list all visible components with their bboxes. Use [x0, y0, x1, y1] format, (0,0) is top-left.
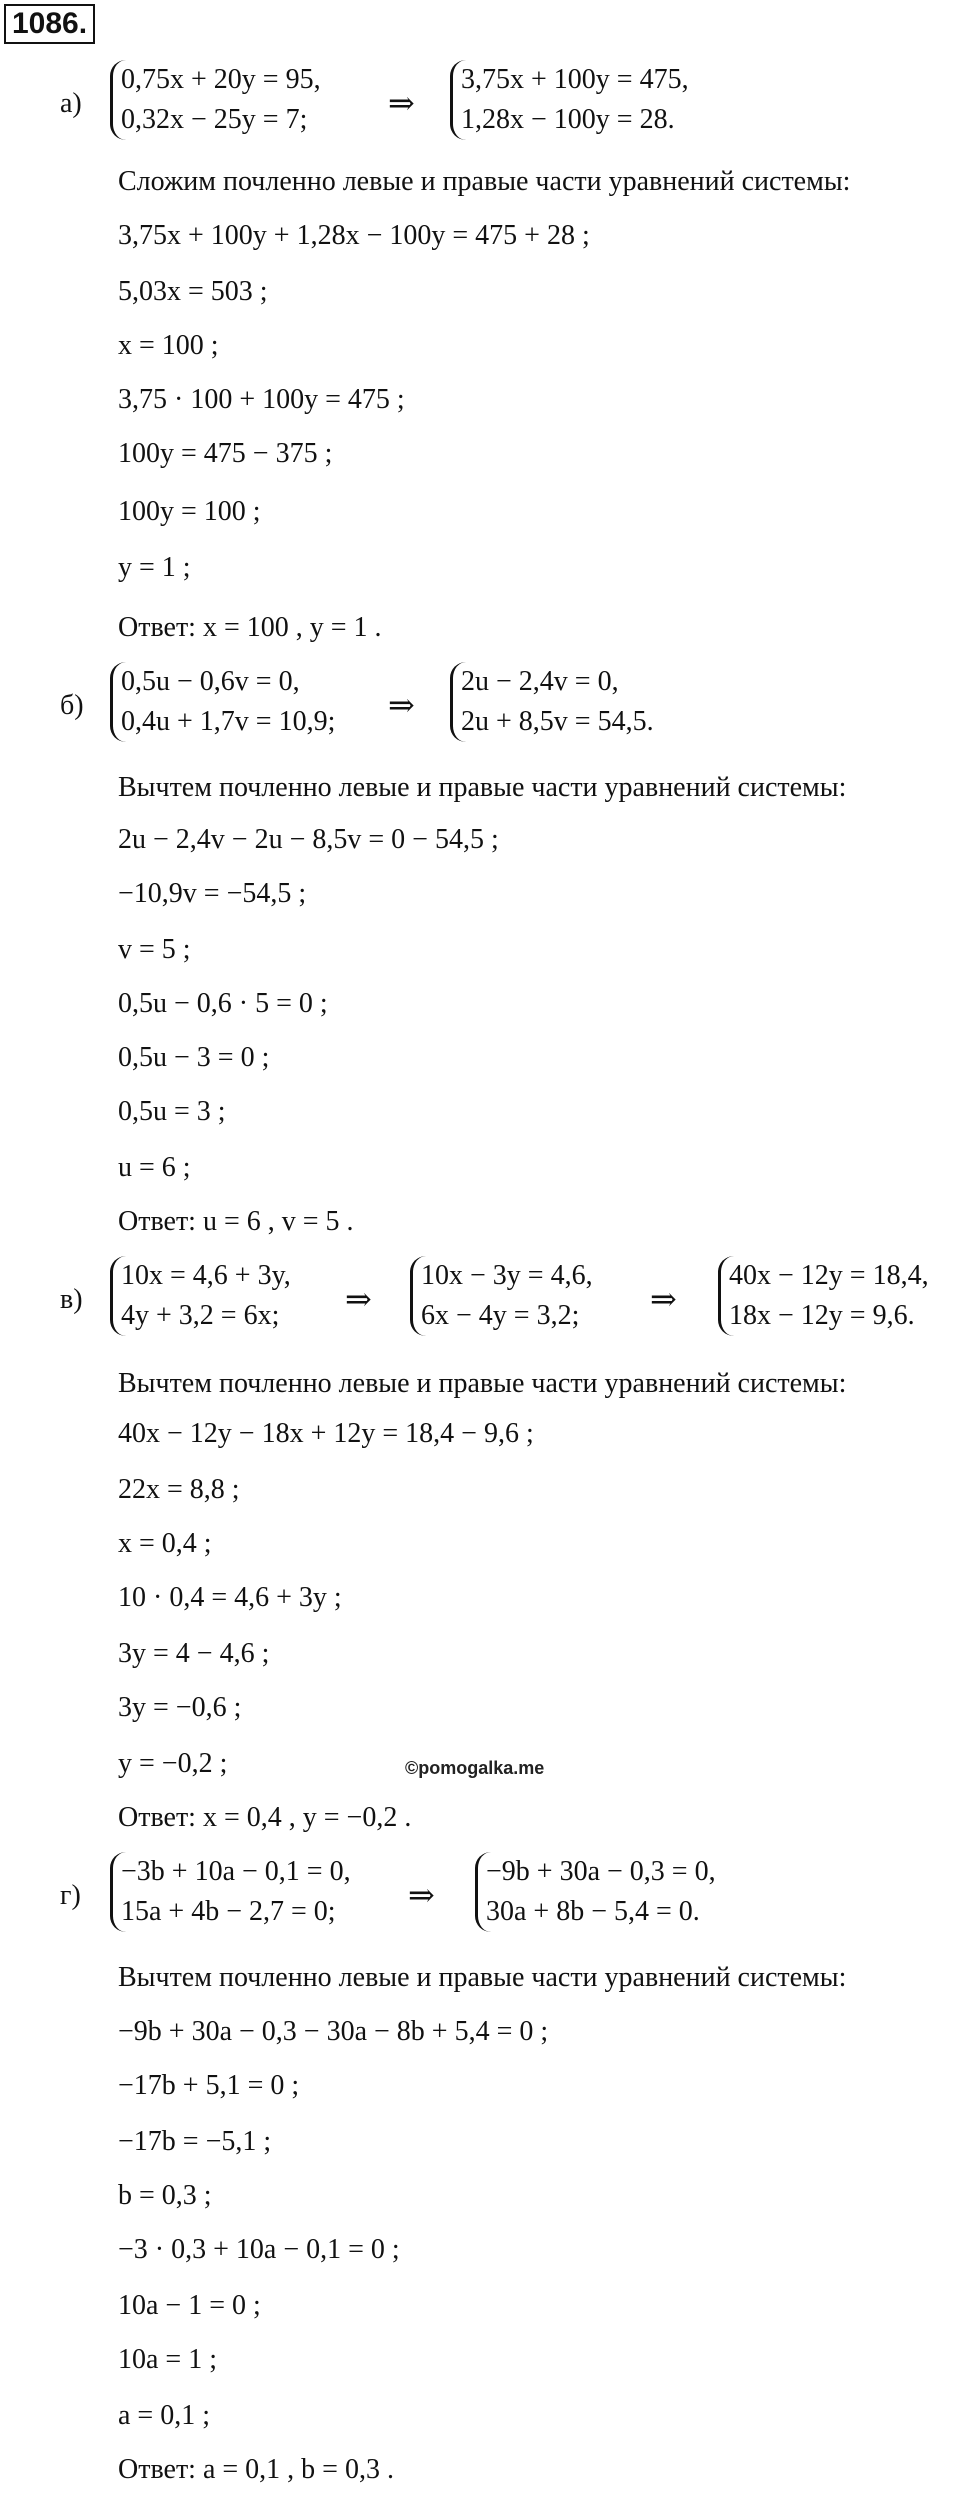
- equation: 2u + 8,5v = 54,5.: [461, 706, 654, 737]
- solution-step: −9b + 30a − 0,3 − 30a − 8b + 5,4 = 0 ;: [118, 2016, 549, 2047]
- equation: 15a + 4b − 2,7 = 0;: [121, 1896, 336, 1927]
- part-a-answer: Ответ: x = 100 , y = 1 .: [118, 612, 382, 643]
- solution-step: y = 1 ;: [118, 552, 191, 583]
- solution-step: 40x − 12y − 18x + 12y = 18,4 − 9,6 ;: [118, 1418, 534, 1449]
- solution-step: 10 · 0,4 = 4,6 + 3y ;: [118, 1582, 342, 1613]
- part-a-system-2: [450, 60, 689, 140]
- equation: −3b + 10a − 0,1 = 0,: [121, 1856, 351, 1887]
- solution-step: v = 5 ;: [118, 934, 191, 965]
- solution-step: 10a − 1 = 0 ;: [118, 2290, 261, 2321]
- solution-step: 0,5u − 0,6 · 5 = 0 ;: [118, 988, 328, 1019]
- solution-step: 22x = 8,8 ;: [118, 1474, 240, 1505]
- equation: 0,32x − 25y = 7;: [121, 104, 308, 135]
- part-a-intro: Сложим почленно левые и правые части уравнений системы:: [118, 166, 851, 197]
- solution-step: b = 0,3 ;: [118, 2180, 212, 2211]
- part-b-label: б): [60, 690, 84, 721]
- equation: 10x = 4,6 + 3y,: [121, 1260, 291, 1291]
- solution-step: −10,9v = −54,5 ;: [118, 878, 307, 909]
- equation: 18x − 12y = 9,6.: [729, 1300, 915, 1331]
- part-g-answer: Ответ: a = 0,1 , b = 0,3 .: [118, 2454, 394, 2485]
- implies-arrow: ⇒: [388, 85, 415, 121]
- part-b-system-2: [450, 662, 654, 742]
- part-v-system-1: [110, 1256, 291, 1336]
- part-g-system-2: [475, 1852, 716, 1932]
- part-v-system-3: [718, 1256, 929, 1336]
- solution-step: x = 100 ;: [118, 330, 219, 361]
- part-b-answer: Ответ: u = 6 , v = 5 .: [118, 1206, 354, 1237]
- equation: 0,5u − 0,6v = 0,: [121, 666, 300, 697]
- part-v-label: в): [60, 1284, 83, 1315]
- solution-step: −17b + 5,1 = 0 ;: [118, 2070, 300, 2101]
- part-a-system-1: [110, 60, 321, 140]
- implies-arrow: ⇒: [408, 1877, 435, 1913]
- part-v-answer: Ответ: x = 0,4 , y = −0,2 .: [118, 1802, 412, 1833]
- part-g-intro: Вычтем почленно левые и правые части уравнений системы:: [118, 1962, 847, 1993]
- implies-arrow: ⇒: [650, 1281, 677, 1317]
- solution-step: 2u − 2,4v − 2u − 8,5v = 0 − 54,5 ;: [118, 824, 499, 855]
- solution-step: 5,03x = 503 ;: [118, 276, 268, 307]
- solution-step: u = 6 ;: [118, 1152, 191, 1183]
- solution-step: 100y = 100 ;: [118, 496, 261, 527]
- equation: 10x − 3y = 4,6,: [421, 1260, 593, 1291]
- implies-arrow: ⇒: [388, 687, 415, 723]
- equation: 0,75x + 20y = 95,: [121, 64, 321, 95]
- solution-step: x = 0,4 ;: [118, 1528, 212, 1559]
- equation: 4y + 3,2 = 6x;: [121, 1300, 280, 1331]
- equation: 6x − 4y = 3,2;: [421, 1300, 580, 1331]
- equation: 3,75x + 100y = 475,: [461, 64, 689, 95]
- part-b-intro: Вычтем почленно левые и правые части уравнений системы:: [118, 772, 847, 803]
- equation: 30a + 8b − 5,4 = 0.: [486, 1896, 700, 1927]
- implies-arrow: ⇒: [345, 1281, 372, 1317]
- part-v-system-2: [410, 1256, 593, 1336]
- part-v-intro: Вычтем почленно левые и правые части уравнений системы:: [118, 1368, 847, 1399]
- part-g-system-1: [110, 1852, 351, 1932]
- solution-step: −3 · 0,3 + 10a − 0,1 = 0 ;: [118, 2234, 400, 2265]
- part-g-label: г): [60, 1880, 81, 1911]
- solution-step: 100y = 475 − 375 ;: [118, 438, 333, 469]
- equation: 1,28x − 100y = 28.: [461, 104, 675, 135]
- solution-step: 3y = 4 − 4,6 ;: [118, 1638, 270, 1669]
- solution-step: 3,75 · 100 + 100y = 475 ;: [118, 384, 405, 415]
- solution-step: 10a = 1 ;: [118, 2344, 217, 2375]
- solution-step: 3,75x + 100y + 1,28x − 100y = 475 + 28 ;: [118, 220, 590, 251]
- watermark: ©pomogalka.me: [405, 1758, 545, 1778]
- equation: 2u − 2,4v = 0,: [461, 666, 619, 697]
- solution-step: 3y = −0,6 ;: [118, 1692, 242, 1723]
- part-b-system-1: [110, 662, 335, 742]
- equation: −9b + 30a − 0,3 = 0,: [486, 1856, 716, 1887]
- solution-step: 0,5u − 3 = 0 ;: [118, 1042, 270, 1073]
- solution-step: y = −0,2 ;: [118, 1748, 228, 1779]
- solution-step: −17b = −5,1 ;: [118, 2126, 272, 2157]
- equation: 40x − 12y = 18,4,: [729, 1260, 929, 1291]
- solution-step: 0,5u = 3 ;: [118, 1096, 226, 1127]
- problem-number: 1086.: [4, 4, 95, 44]
- part-a-label: а): [60, 88, 82, 119]
- equation: 0,4u + 1,7v = 10,9;: [121, 706, 336, 737]
- solution-step: a = 0,1 ;: [118, 2400, 210, 2431]
